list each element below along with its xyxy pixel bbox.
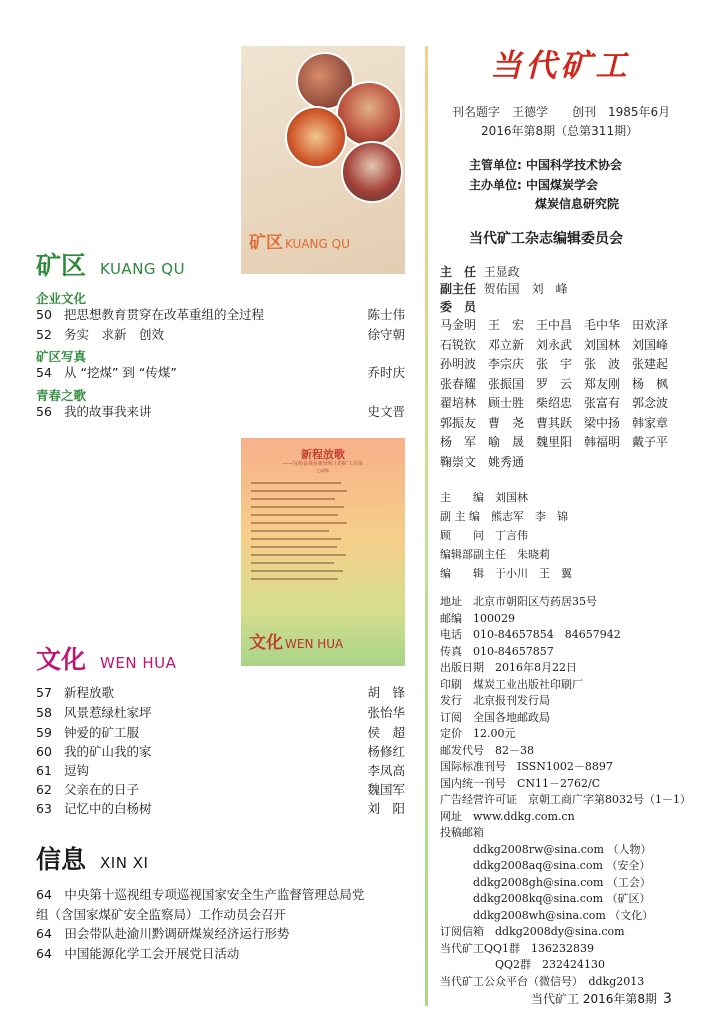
committee-title: 当代矿工杂志编辑委员会 [469, 231, 623, 247]
pub-submission-label: 投稿邮箱 [440, 826, 484, 839]
editor-row: 副 主 编 熊志军 李 锦 [440, 510, 568, 523]
toc-entry[interactable]: 52 务实 求新 创效 徐守朝 [36, 327, 405, 342]
category-qingchun-zhige: 青春之歌 [36, 388, 87, 403]
info-entry[interactable]: 64 中央第十巡视组专项巡视国家安全生产监督管理总局党 [36, 887, 365, 902]
photo-circle [285, 106, 347, 168]
toc-entry[interactable]: 62 父亲在的日子 魏国军 [36, 782, 405, 797]
member-row: 孙明波 李宗庆 张 宇 张 波 张建起 [440, 357, 669, 371]
member-row: 石锐钦 邓立新 刘永武 刘国林 刘国峰 [440, 337, 669, 352]
pub-postcode: 邮编 100029 [440, 611, 515, 625]
editorial-staff [440, 488, 572, 583]
editor-row: 编 辑 于小川 王 翼 [440, 567, 572, 580]
editor-row: 主 编 刘国林 [440, 491, 528, 504]
issue-line: 2016年第8期（总第311期） [481, 124, 639, 138]
category-qiye-wenhua: 企业文化 [36, 291, 87, 306]
info-entry[interactable]: 64 中国能源化学工会开展党日活动 [36, 946, 240, 961]
committee-vice: 副主任 贺佑国 刘 峰 [440, 282, 568, 296]
info-entry[interactable]: 64 田会带队赴渝川黔调研煤炭经济运行形势 [36, 926, 290, 941]
pub-website[interactable]: 网址 www.ddkg.com.cn [440, 809, 575, 823]
toc-entry[interactable]: 59 钟爱的矿工服 侯 超 [36, 725, 405, 740]
toc-entry[interactable]: 54 从 “挖煤” 到 “传煤” 乔时庆 [36, 365, 405, 380]
pub-email[interactable]: ddkg2008aq@sina.com （安全） [440, 859, 651, 872]
page-footer: 当代矿工 2016年第8期 3 [531, 991, 672, 1007]
pub-subscribe-email[interactable]: 订阅信箱 ddkg2008dy@sina.com [440, 925, 625, 938]
pub-address: 地址 北京市朝阳区芍药居35号 [440, 595, 597, 608]
pub-date: 出版日期 2016年8月22日 [440, 661, 577, 674]
member-row: 翟培林 顾士胜 柴绍忠 张富有 郭念波 [440, 396, 669, 410]
poem-author: □胡锋 [317, 468, 329, 473]
kuangqu-photo-collage [241, 46, 405, 274]
member-row: 马金明 王 宏 王中昌 毛中华 田欢泽 [440, 318, 669, 332]
poem-subtitle: ——写给奋战在新征程上的矿工兄弟 [282, 461, 363, 467]
pub-email[interactable]: ddkg2008wh@sina.com （文化） [440, 908, 654, 922]
committee-director: 主 任 王显政 [440, 265, 520, 279]
pub-subscription: 订阅 全国各地邮政局 [440, 710, 550, 724]
photo-circle [341, 141, 403, 203]
toc-entry[interactable]: 60 我的矿山我的家 杨修红 [36, 744, 405, 759]
pub-qq-group-1: 当代矿工QQ1群 136232839 [440, 941, 595, 955]
pub-qq-group-2: QQ2群 232424130 [440, 958, 606, 971]
magazine-logo: 当代矿工 [490, 48, 631, 84]
pub-printer: 印刷 煤炭工业出版社印刷厂 [440, 677, 583, 691]
sponsor-row-1: 主管单位: 中国科学技术协会 [469, 158, 623, 172]
wenhua-poem-image [241, 438, 405, 666]
toc-entry[interactable]: 63 记忆中的白杨树 刘 阳 [36, 801, 405, 816]
pub-price: 定价 12.00元 [440, 727, 516, 740]
editor-row: 编辑部副主任 朱晓莉 [440, 548, 550, 561]
pub-phone: 电话 010-84657854 84657942 [440, 628, 621, 641]
info-entry-continued[interactable]: 组（含国家煤矿安全监察局）工作动员会召开 [36, 907, 287, 922]
pub-wechat: 当代矿工公众平台（微信号） ddkg2013 [440, 974, 645, 988]
toc-entry[interactable]: 58 风景惹绿杜家坪 张怡华 [36, 705, 405, 720]
toc-entry[interactable]: 61 逗钩 李凤高 [36, 763, 405, 778]
wenhua-box-title: 文化 WEN HUA [249, 633, 344, 653]
editor-row: 顾 问 丁言伟 [440, 529, 528, 542]
sponsor-row-3: 煤炭信息研究院 [535, 197, 620, 211]
member-row: 郭振友 曹 尧 曹其跃 梁中扬 韩家章 [440, 415, 669, 430]
sponsor-row-2: 主办单位: 中国煤炭学会 [469, 178, 599, 192]
pub-ad-license: 广告经营许可证 京朝工商广字第8032号（1－1） [440, 793, 691, 806]
category-kuangqu-xiezhen: 矿区写真 [36, 349, 87, 364]
pub-postal-code: 邮发代号 82－38 [440, 743, 534, 757]
member-row: 张春耀 张振国 罗 云 郑友刚 杨 枫 [440, 376, 669, 391]
toc-entry[interactable]: 56 我的故事我来讲 史文晋 [36, 404, 405, 419]
column-divider [425, 46, 428, 1006]
pub-fax: 传真 010-84657857 [440, 644, 554, 658]
pub-cn: 国内统一刊号 CN11－2762/C [440, 776, 601, 790]
pub-email[interactable]: ddkg2008rw@sina.com （人物） [440, 842, 652, 856]
kuangqu-box-title: 矿区 KUANG QU [249, 233, 350, 253]
committee-members-label: 委 员 [440, 300, 477, 314]
calligraphy-founded-line: 刊名题字 王德学 创刊 1985年6月 [452, 105, 671, 119]
member-row: 鞠崇文 姚秀通 [440, 454, 525, 469]
committee-members-list [440, 316, 710, 472]
pub-email[interactable]: ddkg2008kq@sina.com （矿区） [440, 892, 651, 905]
member-row: 杨 军 喻 晟 魏里阳 韩福明 戴子平 [440, 435, 669, 449]
toc-entry[interactable]: 50 把思想教育贯穿在改革重组的全过程 陈士伟 [36, 307, 405, 322]
toc-entry[interactable]: 57 新程放歌 胡 锋 [36, 685, 405, 700]
page-number: 3 [663, 991, 672, 1007]
poem-title: 新程放歌 [301, 448, 345, 461]
publication-info [440, 594, 691, 990]
section-heading-xinxi: 信息 XIN XI [36, 845, 149, 874]
section-heading-kuangqu: 矿区 KUANG QU [36, 251, 186, 280]
poem-text-lines [251, 482, 401, 586]
section-heading-wenhua: 文化 WEN HUA [36, 645, 177, 674]
pub-email[interactable]: ddkg2008gh@sina.com （工会） [440, 875, 651, 889]
pub-issn: 国际标准刊号 ISSN1002－8897 [440, 760, 613, 773]
pub-distributor: 发行 北京报刊发行局 [440, 694, 550, 707]
